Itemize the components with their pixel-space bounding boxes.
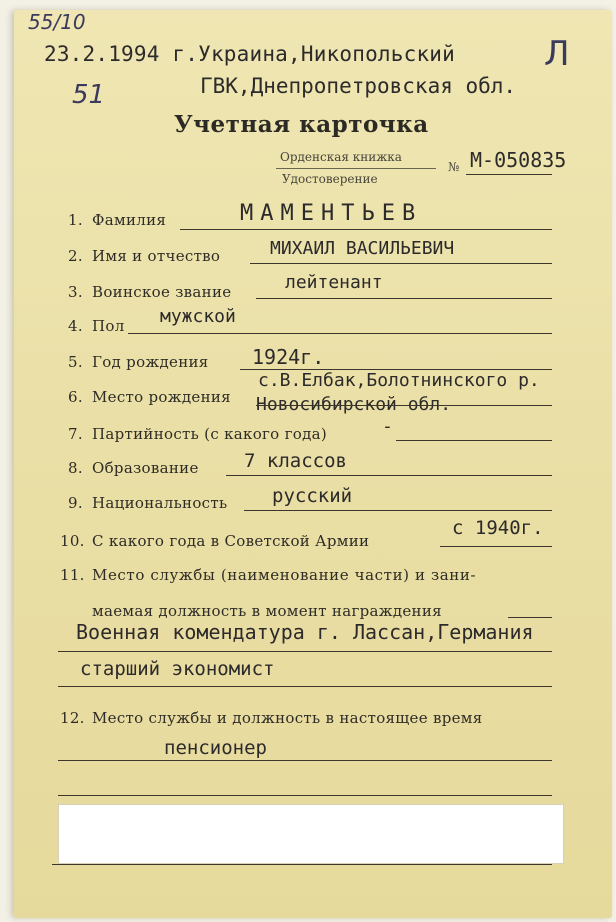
field-9-label — [68, 494, 227, 512]
field-11-label-text: Место службы (наименование части) и зани- — [92, 566, 477, 584]
order-book-label: Орденская книжка — [280, 150, 402, 164]
field-4-label-text: Пол — [92, 317, 125, 335]
field-8-line — [226, 475, 552, 476]
field-2-value: МИХАИЛ ВАСИЛЬЕВИЧ — [270, 238, 455, 259]
field-7-line — [396, 440, 552, 441]
field-3-number: 3. — [68, 283, 83, 301]
field-5-number: 5. — [68, 353, 83, 371]
field-9-value: русский — [272, 485, 353, 507]
field-11-value-line-1: Военная комендатура г. Лассан,Германия — [76, 620, 534, 644]
field-10-line — [440, 546, 552, 547]
field-3-label-text: Воинское звание — [92, 283, 232, 301]
field-5-label-text: Год рождения — [92, 353, 209, 371]
field-6-label — [68, 388, 231, 406]
field-11-line-2 — [58, 686, 552, 687]
field-2-line — [250, 263, 552, 264]
handwritten-reference: 55/10 — [28, 10, 86, 34]
field-1-value: МАМЕНТЬЕВ — [240, 201, 423, 226]
field-1-label-text: Фамилия — [92, 211, 167, 229]
field-11-value-line-2: старший экономист — [80, 658, 275, 680]
field-10-label — [60, 532, 369, 550]
field-12-line-3 — [52, 864, 552, 865]
field-1-label — [68, 211, 166, 229]
field-6-value-line-1: с.В.Елбак,Болотнинского р. — [258, 370, 540, 391]
field-3-label — [68, 283, 231, 301]
field-2-label — [68, 247, 220, 265]
field-6-label-text: Место рождения — [92, 388, 231, 406]
field-11-label-line-2: маемая должность в момент награждения — [92, 602, 442, 620]
field-10-value: с 1940г. — [452, 517, 544, 539]
field-11-label — [60, 566, 476, 584]
field-5-label — [68, 353, 209, 371]
field-3-line — [256, 298, 552, 299]
field-2-label-text: Имя и отчество — [92, 247, 221, 265]
field-11-line-1 — [58, 651, 552, 652]
certificate-label: Удостоверение — [282, 172, 378, 186]
field-9-line — [244, 510, 552, 511]
field-10-number: 10. — [60, 532, 85, 550]
field-9-number: 9. — [68, 494, 83, 512]
number-underline — [466, 174, 552, 175]
field-4-line — [128, 333, 552, 334]
field-9-label-text: Национальность — [92, 494, 228, 512]
field-7-number: 7. — [68, 425, 83, 443]
header-line-1: 23.2.1994 г.Украина,Никопольский — [44, 42, 455, 66]
field-7-value: - — [382, 416, 393, 437]
number-sign: № — [448, 160, 460, 174]
field-6-number: 6. — [68, 388, 83, 406]
field-12-number: 12. — [60, 709, 85, 727]
handwritten-margin-number: 51 — [72, 80, 106, 110]
field-8-value: 7 классов — [244, 450, 347, 472]
handwritten-mark: Л — [544, 34, 570, 74]
field-4-label — [68, 317, 125, 335]
field-10-label-text: С какого года в Советской Армии — [92, 532, 370, 550]
certificate-number: М-050835 — [470, 148, 567, 172]
redaction-box — [58, 804, 564, 864]
field-12-line-2 — [58, 795, 552, 796]
field-3-value: лейтенант — [285, 272, 383, 293]
header-line-2: ГВК,Днепропетровская обл. — [200, 74, 517, 98]
field-1-line — [180, 229, 552, 230]
field-7-label-text: Партийность (с какого года) — [92, 425, 328, 443]
field-4-number: 4. — [68, 317, 83, 335]
field-11-label-line — [508, 617, 552, 618]
field-8-number: 8. — [68, 459, 83, 477]
field-6-value-line-2: Новосибирской обл. — [256, 394, 452, 415]
field-8-label — [68, 459, 199, 477]
field-5-value: 1924г. — [252, 345, 325, 369]
field-12-label-text: Место службы и должность в настоящее время — [92, 709, 483, 727]
field-7-label — [68, 425, 327, 443]
field-12-label — [60, 709, 483, 727]
certificate-divider — [276, 168, 436, 169]
field-4-value: мужской — [160, 306, 236, 327]
field-6-line — [256, 405, 552, 406]
field-12-value: пенсионер — [164, 737, 267, 759]
field-12-line-1 — [58, 760, 552, 761]
field-8-label-text: Образование — [92, 459, 199, 477]
card-title: Учетная карточка — [174, 111, 429, 138]
field-11-number: 11. — [60, 566, 85, 584]
field-1-number: 1. — [68, 211, 83, 229]
field-2-number: 2. — [68, 247, 83, 265]
